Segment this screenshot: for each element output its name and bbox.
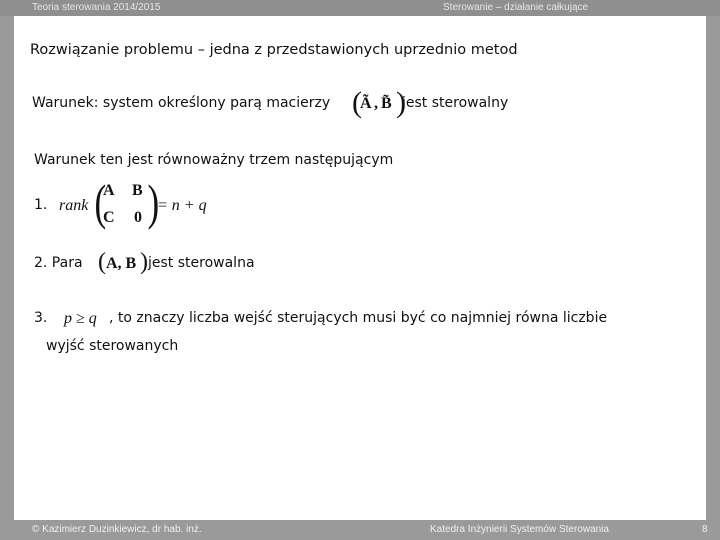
matrix-entry: 0 bbox=[134, 209, 142, 226]
pair-left-paren-icon: ( bbox=[98, 249, 106, 275]
comma: , bbox=[374, 95, 378, 112]
matrix-a-tilde: Ã bbox=[360, 95, 372, 112]
item2-prefix: 2. Para bbox=[34, 255, 83, 271]
rank-label: rank bbox=[59, 197, 89, 214]
slide-content bbox=[14, 16, 706, 520]
header-bar bbox=[0, 0, 720, 16]
course-title: Teoria sterowania 2014/2015 bbox=[32, 2, 161, 13]
matrix-right-paren-icon: ) bbox=[147, 174, 160, 230]
lecture-title: Sterowanie – działanie całkujące bbox=[443, 2, 589, 13]
item3-text-line1: , to znaczy liczba wejść sterujących musi być co najmniej równa liczbie bbox=[109, 310, 608, 326]
matrix-left-paren-icon: ( bbox=[94, 174, 107, 230]
condition-suffix: jest sterowalny bbox=[402, 95, 509, 111]
equivalence-text: Warunek ten jest równoważny trzem następującym bbox=[34, 152, 394, 168]
item1-number: 1. bbox=[34, 197, 48, 213]
footer-department: Katedra Inżynierii Systemów Sterowania bbox=[430, 524, 609, 535]
matrix-entry: A bbox=[103, 182, 115, 199]
footer-author: © Kazimierz Duzinkiewicz, dr hab. inż. bbox=[32, 524, 202, 535]
item2-suffix: jest sterowalna bbox=[148, 255, 255, 271]
rank-equation-rhs: = n + q bbox=[157, 197, 207, 214]
p-geq-q: p ≥ q bbox=[64, 310, 97, 327]
page-number: 8 bbox=[702, 524, 708, 535]
item3-text-line2: wyjść sterowanych bbox=[46, 338, 179, 354]
right-paren-icon: ) bbox=[396, 86, 406, 119]
matrix-b-tilde: B̃ bbox=[381, 95, 392, 112]
matrix-entry: B bbox=[132, 182, 143, 199]
condition-prefix: Warunek: system określony parą macierzy bbox=[32, 95, 331, 111]
item3-number: 3. bbox=[34, 310, 48, 326]
slide-title: Rozwiązanie problemu – jedna z przedstawionych uprzednio metod bbox=[30, 42, 518, 58]
pair-right-paren-icon: ) bbox=[140, 249, 148, 275]
matrix-entry: C bbox=[103, 209, 115, 226]
pair-a-b: A, B bbox=[106, 255, 137, 272]
left-paren-icon: ( bbox=[352, 86, 362, 119]
footer-bar bbox=[0, 521, 720, 540]
